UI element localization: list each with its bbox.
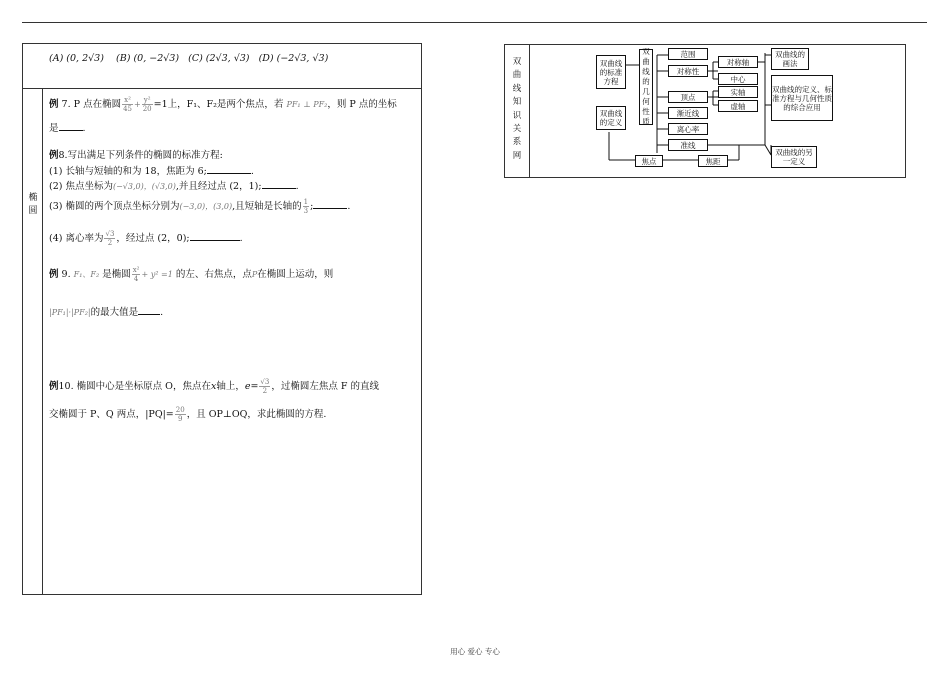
example-9-line1: 例 9. F₁、F₂ 是椭圆 $\frac{\text{x²}}{4}$ + y² =1 的左、右焦点，点P在椭圆上运动，则 <box>49 266 334 283</box>
example-8-item1: (1) 长轴与短轴的和为 18，焦距为 6; . <box>49 163 254 179</box>
header-rule <box>22 22 927 23</box>
box-symmetry: 对称性 <box>668 65 708 77</box>
answer-blank[interactable] <box>313 198 347 209</box>
example-7-line2: 是 . <box>49 120 86 136</box>
choices-row <box>23 44 421 89</box>
ellipse-table <box>22 43 422 595</box>
box-geometric-properties: 双曲线的几何性质 <box>639 49 653 125</box>
box-drawing-method: 双曲线的画法 <box>771 48 809 70</box>
example-8-item3: (3) 椭圆的两个顶点坐标分别为(−3,0)，(3,0),且短轴是长轴的 $\frac{1}{3}$ ; . <box>49 198 351 215</box>
box-definition: 双曲线的定义 <box>596 106 626 130</box>
choice-c: (C) (2√3, √3) <box>188 53 250 64</box>
choice-a: (A) (0, 2√3) <box>49 53 104 64</box>
box-real-axis: 实轴 <box>718 86 758 98</box>
answer-blank[interactable] <box>207 163 251 174</box>
box-center: 中心 <box>718 73 758 85</box>
answer-blank[interactable] <box>59 120 83 131</box>
box-directrix: 准线 <box>668 139 708 151</box>
answer-blank[interactable] <box>138 304 160 315</box>
box-alternative-definition: 双曲线的另一定义 <box>771 146 817 168</box>
side-label-ellipse: 椭 圆 <box>28 193 38 216</box>
answer-blank[interactable] <box>262 178 296 189</box>
box-standard-equation: 双曲线的标准方程 <box>596 55 626 89</box>
right-side-label: 双曲线知识关系网 <box>505 45 530 177</box>
example-9-line2: |PF₁|·|PF₂|的最大值是 . <box>49 304 163 320</box>
box-eccentricity: 离心率 <box>668 123 708 135</box>
box-focus: 焦点 <box>635 155 663 167</box>
column-divider <box>42 88 43 594</box>
example-10-line1: 例10. 椭圆中心是坐标原点 O，焦点在x轴上，e= $\frac{√3}{2}$ ，过椭圆左焦点 F 的直线 <box>49 378 379 395</box>
box-focal-distance: 焦距 <box>698 155 728 167</box>
answer-blank[interactable] <box>190 230 240 241</box>
choice-list <box>49 52 328 66</box>
box-range: 范围 <box>668 48 708 60</box>
box-vertex: 顶点 <box>668 91 708 103</box>
box-axis-of-symmetry: 对称轴 <box>718 56 758 68</box>
box-imaginary-axis: 虚轴 <box>718 100 758 112</box>
example-10-line2: 交椭圆于 P、Q 两点，|PQ|= $\frac{20}{9}$ ，且 OP⊥OQ，求此椭圆的方程. <box>49 406 327 423</box>
box-combined-application: 双曲线的定义、标准方程与几何性质的综合应用 <box>771 75 833 121</box>
box-asymptote: 渐近线 <box>668 107 708 119</box>
page-footer: 用心 爱心 专心 <box>450 647 500 656</box>
choice-b: (B) (0, −2√3) <box>116 53 180 64</box>
choice-d: (D) (−2√3, √3) <box>258 53 329 64</box>
example-8-item4: (4) 离心率为 $\frac{√3}{2}$ ，经过点 (2，0); . <box>49 230 243 247</box>
example-7-line1: 例 7. P 点在椭圆 $\frac{\text{x²}}{45}$ + $\frac{\text{y²}}{20}$ =1上，F₁、F₂是两个焦点，若 PF₁ ⊥ PF₂，则 P 点的坐标 <box>49 96 397 113</box>
example-8-item2: (2) 焦点坐标为(−√3,0)，(√3,0),并且经过点 (2，1); . <box>49 178 299 194</box>
example-8-title: 例8.写出满足下列条件的椭圆的标准方程: <box>49 150 223 161</box>
hyperbola-knowledge-table <box>504 44 906 178</box>
